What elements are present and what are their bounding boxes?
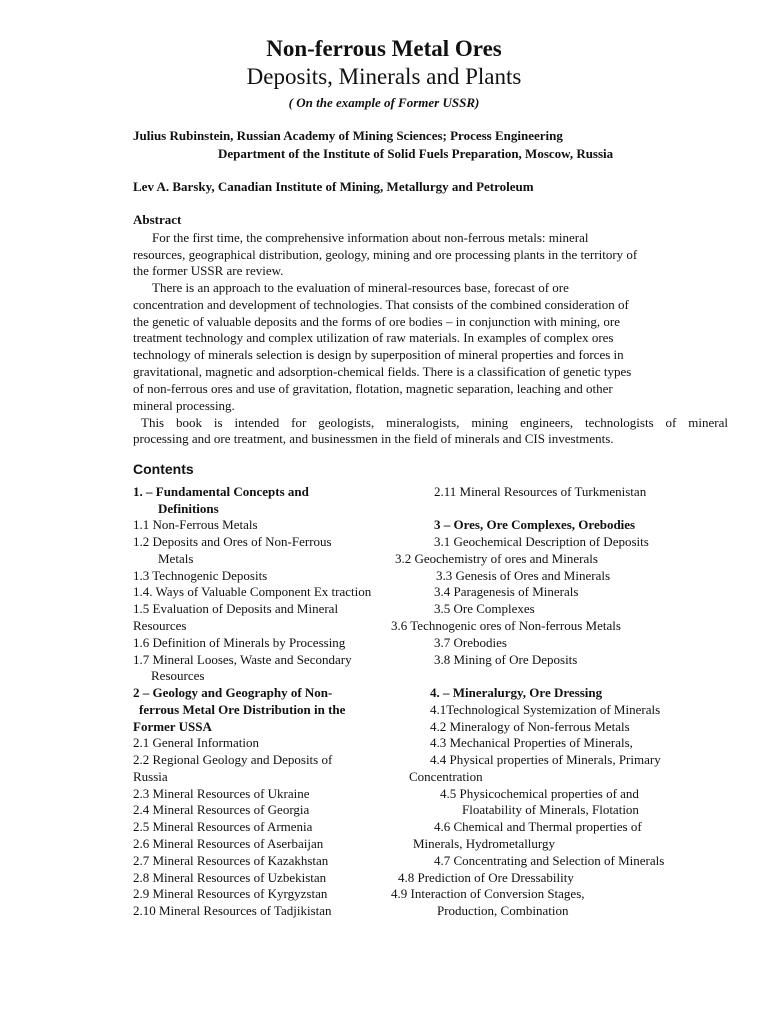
abstract-p3-line: This book is intended for geologists, mineralogists, mining engineers, technologists of mineral <box>141 415 728 430</box>
toc-entry: 2.9 Mineral Resources of Kyrgyzstan <box>133 886 328 901</box>
toc-entry: 4.9 Interaction of Conversion Stages, <box>391 886 585 901</box>
toc-entry: 3.5 Ore Complexes <box>434 601 535 616</box>
abstract-p3-line: processing and ore treatment, and businessmen in the field of minerals and CIS investments. <box>133 431 614 446</box>
abstract-heading: Abstract <box>133 212 182 227</box>
abstract-p1-line: the former USSR are review. <box>133 263 284 278</box>
toc-entry: 2.10 Mineral Resources of Tadjikistan <box>133 903 332 918</box>
toc-chapter-2: Former USSA <box>133 719 212 734</box>
toc-entry: 4.2 Mineralogy of Non-ferrous Metals <box>430 719 630 734</box>
toc-entry: Russia <box>133 769 168 784</box>
toc-entry: 2.6 Mineral Resources of Aserbaijan <box>133 836 324 851</box>
toc-entry: 2.11 Mineral Resources of Turkmenistan <box>434 484 647 499</box>
abstract-p2-line: concentration and development of technologies. That consists of the combined consideration of <box>133 297 629 312</box>
toc-entry: 2.2 Regional Geology and Deposits of <box>133 752 333 767</box>
document-note: ( On the example of Former USSR) <box>288 95 480 110</box>
toc-entry: 1.4. Ways of Valuable Component Ex traction <box>133 584 372 599</box>
author2: Lev A. Barsky, Canadian Institute of Mining, Metallurgy and Petroleum <box>133 179 534 194</box>
toc-entry: 4.7 Concentrating and Selection of Minerals <box>434 853 665 868</box>
author1-line2: Department of the Institute of Solid Fuels Preparation, Moscow, Russia <box>218 146 614 161</box>
toc-entry: 1.7 Mineral Looses, Waste and Secondary <box>133 652 352 667</box>
abstract-p2-line: There is an approach to the evaluation of mineral-resources base, forecast of ore <box>152 280 569 295</box>
abstract-p1-line: resources, geographical distribution, geology, mining and ore processing plants in the territory of <box>133 247 638 262</box>
author1-line1: Julius Rubinstein, Russian Academy of Mining Sciences; Process Engineering <box>133 128 563 143</box>
toc-entry: 1.1 Non-Ferrous Metals <box>133 517 258 532</box>
toc-chapter-2: 2 – Geology and Geography of Non- <box>133 685 333 700</box>
toc-entry: Concentration <box>409 769 483 784</box>
document-title: Non-ferrous Metal Ores <box>266 36 502 61</box>
abstract-p2-line: treatment technology and complex utilization of raw materials. In examples of complex ores <box>133 330 614 345</box>
toc-entry: Metals <box>158 551 194 566</box>
toc-entry: Minerals, Hydrometallurgy <box>413 836 556 851</box>
toc-entry: 3.6 Technogenic ores of Non-ferrous Metals <box>391 618 621 633</box>
toc-entry: 3.8 Mining of Ore Deposits <box>434 652 578 667</box>
toc-entry: 2.3 Mineral Resources of Ukraine <box>133 786 310 801</box>
toc-entry: 3.1 Geochemical Description of Deposits <box>434 534 649 549</box>
toc-entry: 4.6 Chemical and Thermal properties of <box>434 819 642 834</box>
toc-entry: 3.7 Orebodies <box>434 635 507 650</box>
toc-entry: 4.8 Prediction of Ore Dressability <box>398 870 574 885</box>
toc-entry: 4.5 Physicochemical properties of and <box>440 786 639 801</box>
toc-chapter-3: 3 – Ores, Ore Complexes, Orebodies <box>434 517 636 532</box>
toc-entry: 4.4 Physical properties of Minerals, Primary <box>430 752 661 767</box>
abstract-p2-line: gravitational, magnetic and adsorption-chemical fields. There is a classification of genetic types <box>133 364 632 379</box>
toc-entry: 3.3 Genesis of Ores and Minerals <box>436 568 611 583</box>
toc-entry: 4.3 Mechanical Properties of Minerals, <box>430 735 633 750</box>
toc-entry: 2.5 Mineral Resources of Armenia <box>133 819 313 834</box>
abstract-p2-line: technology of minerals selection is design by superposition of mineral properties and forces in <box>133 347 624 362</box>
abstract-p1-line: For the first time, the comprehensive information about non-ferrous metals: mineral <box>152 230 589 245</box>
toc-chapter-1: 1. – Fundamental Concepts and <box>133 484 309 499</box>
toc-entry: 1.6 Definition of Minerals by Processing <box>133 635 346 650</box>
toc-entry: Resources <box>151 668 205 683</box>
toc-entry: 3.2 Geochemistry of ores and Minerals <box>395 551 598 566</box>
toc-entry: 2.4 Mineral Resources of Georgia <box>133 802 310 817</box>
abstract-p2-line: the genetic of valuable deposits and the forms of ore bodies – in conjunction with mining, ore <box>133 314 621 329</box>
toc-entry: 1.2 Deposits and Ores of Non-Ferrous <box>133 534 332 549</box>
toc-entry: 2.7 Mineral Resources of Kazakhstan <box>133 853 329 868</box>
contents-heading: Contents <box>133 461 194 477</box>
toc-entry: 3.4 Paragenesis of Minerals <box>434 584 579 599</box>
abstract-p2-line: mineral processing. <box>133 398 235 413</box>
toc-entry: Floatability of Minerals, Flotation <box>462 802 639 817</box>
document-subtitle: Deposits, Minerals and Plants <box>246 64 522 89</box>
toc-entry: Resources <box>133 618 187 633</box>
toc-entry: 4.1Technological Systemization of Minerals <box>430 702 661 717</box>
toc-entry: 2.8 Mineral Resources of Uzbekistan <box>133 870 327 885</box>
toc-chapter-1: Definitions <box>158 501 219 516</box>
toc-entry: 2.1 General Information <box>133 735 259 750</box>
toc-entry: 1.5 Evaluation of Deposits and Mineral <box>133 601 339 616</box>
toc-entry: 1.3 Technogenic Deposits <box>133 568 268 583</box>
toc-entry: Production, Combination <box>437 903 569 918</box>
abstract-p2-line: of non-ferrous ores and use of gravitation, flotation, magnetic separation, leaching and other <box>133 381 613 396</box>
toc-chapter-2: ferrous Metal Ore Distribution in the <box>139 702 346 717</box>
toc-chapter-4: 4. – Mineralurgy, Ore Dressing <box>430 685 603 700</box>
